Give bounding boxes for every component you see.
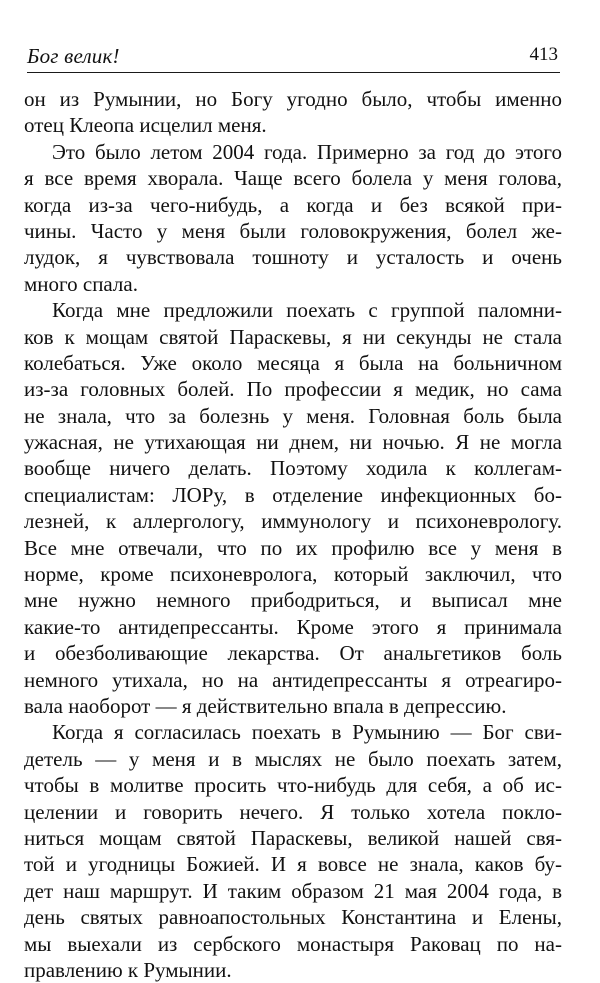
text-line: я все время хворала. Чаще всего болела у меня голова, [24,166,562,191]
text-line: из-за головных болей. По профессии я медик, но сама [24,377,562,402]
text-line: чтобы в молитве просить что-нибудь для себя, а об ис- [24,773,562,798]
text-line: вообще ничего делать. Поэтому ходила к коллегам- [24,456,562,481]
text-line: специалистам: ЛОРу, в отделение инфекционных бо- [24,482,562,507]
text-line: мне нужно немного прибодриться, и выписал мне [24,588,562,613]
running-header [27,42,560,73]
text-line: ниться мощам святой Параскевы, великой нашей свя- [24,825,562,850]
text-line: вала наоборот — я действительно впала в депрессию. [24,693,507,718]
text-line: Все мне отвечали, что по их профилю все у меня в [24,535,562,560]
text-line: день святых равноапостольных Константина и Елены, [24,905,562,930]
text-line: целении и говорить нечего. Я только хотела покло- [24,799,562,824]
text-line: дет наш маршрут. И таким образом 21 мая 2004 года, в [24,878,562,903]
text-line: много спала. [24,271,138,296]
running-title: Бог велик! [27,44,120,68]
text-line: норме, кроме психоневролога, который заключил, что [24,562,562,587]
text-line: правлению к Румынии. [24,957,232,982]
paragraph [24,719,562,983]
text-line: Это было летом 2004 года. Примерно за год до этого [52,139,562,164]
text-line: ков к мощам святой Параскевы, я ни секунды не стала [24,324,562,349]
text-line: какие-то антидепрессанты. Кроме этого я принимала [24,614,562,639]
paragraph [24,86,562,139]
text-line: мы выехали из сербского монастыря Раковац по на- [24,931,562,956]
paragraph [24,139,562,297]
text-line: отец Клеопа исцелил меня. [24,113,267,138]
text-line: детель — у меня и в мыслях не было поехать затем, [24,746,562,771]
text-line: немного утихала, но на антидепрессанты я отреагиро- [24,667,562,692]
text-line: и обезболивающие лекарства. От анальгетиков боль [24,641,562,666]
text-body [24,86,562,983]
text-line: лезней, к аллергологу, иммунологу и психоневрологу. [24,509,562,534]
text-line: ужасная, не утихающая ни днем, ни ночью. Я не могла [24,430,562,455]
page-number: 413 [529,44,558,65]
text-line: чины. Часто у меня были головокружения, болел же- [24,218,562,243]
text-line: той и угодницы Божией. И я вовсе не знала, каков бу- [24,852,562,877]
paragraph [24,297,562,719]
text-line: не знала, что за болезнь у меня. Головная боль была [24,403,562,428]
text-line: Когда мне предложили поехать с группой паломни- [52,298,562,323]
text-line: колебаться. Уже около месяца я была на больничном [24,350,562,375]
text-line: Когда я согласилась поехать в Румынию — Бог сви- [52,720,562,745]
text-line: лудок, я чувствовала тошноту и усталость и очень [24,245,562,270]
text-line: он из Румынии, но Богу угодно было, чтобы именно [24,87,562,111]
text-line: когда из-за чего-нибудь, а когда и без всякой при- [24,192,562,217]
